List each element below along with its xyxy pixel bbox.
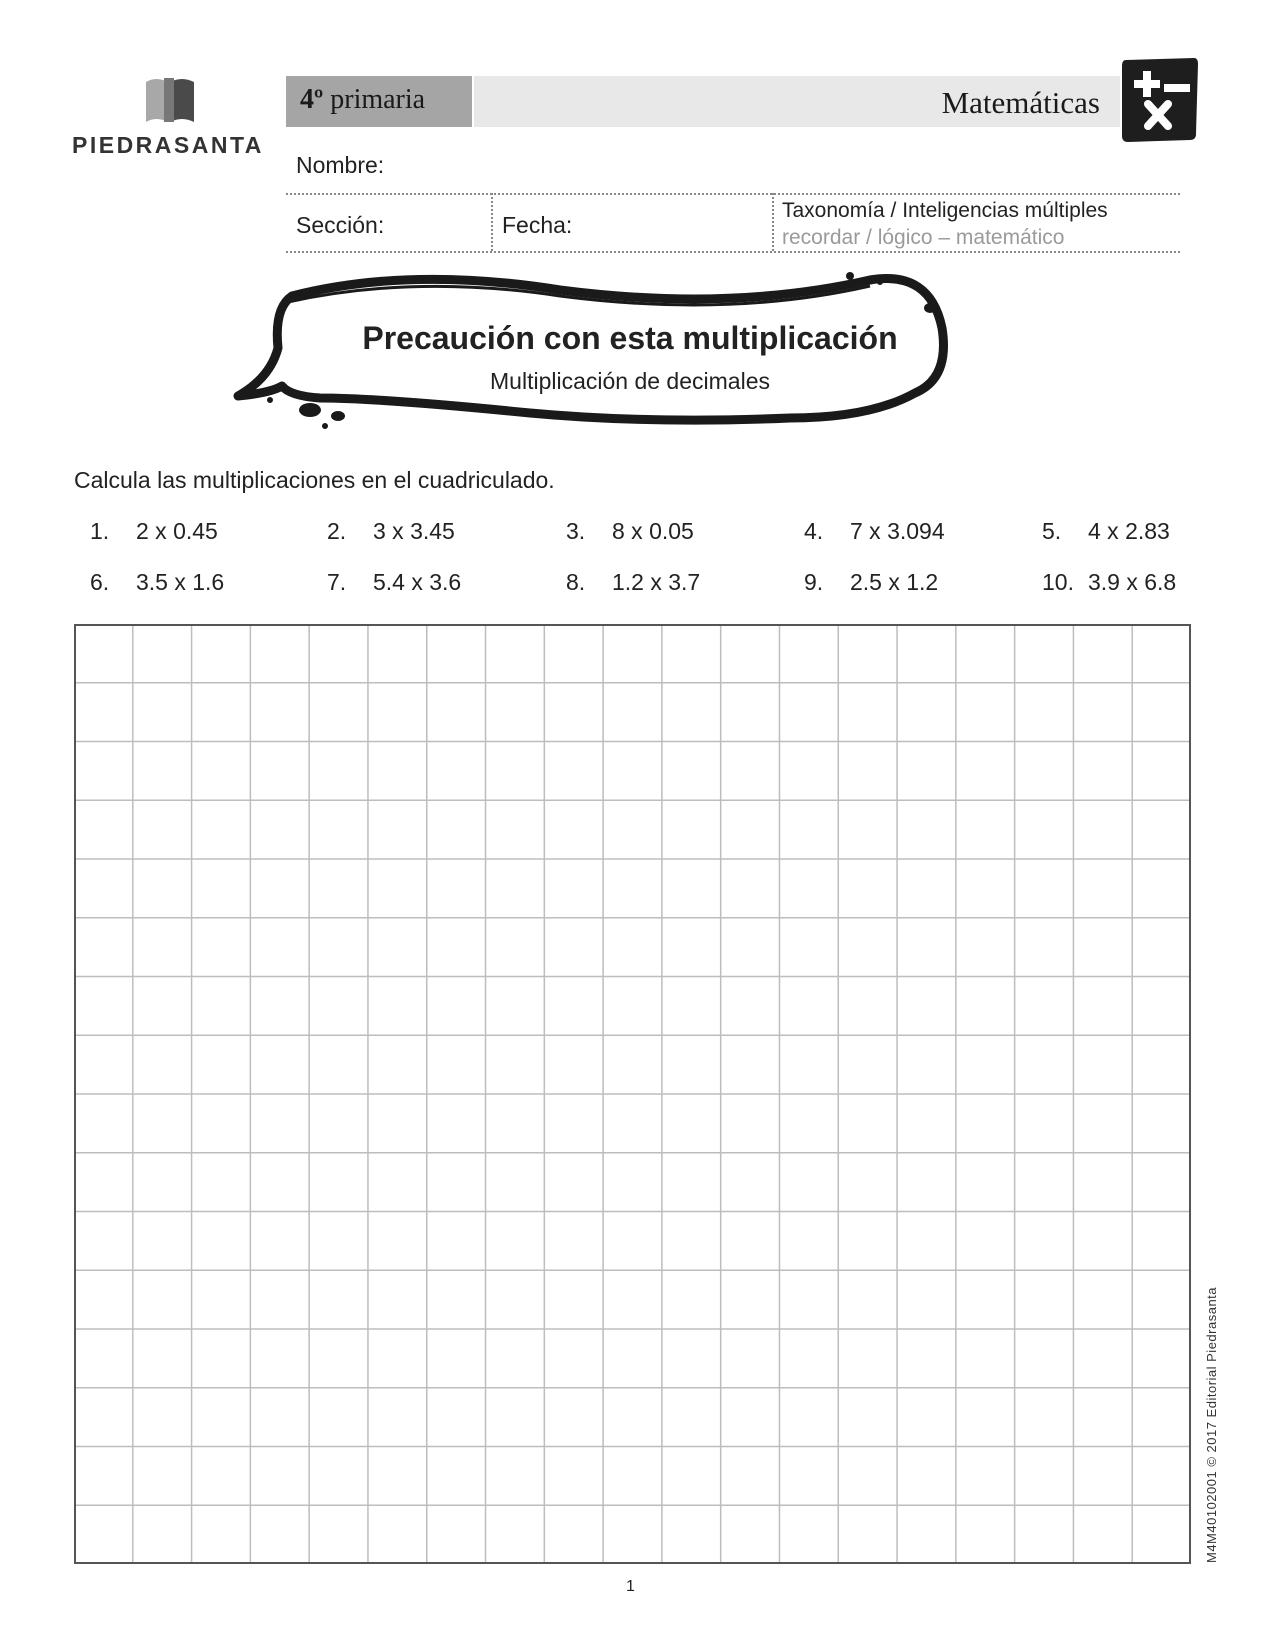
exercise-number: 2.: [327, 518, 347, 544]
exercise-number: 1.: [90, 518, 110, 544]
grade-number: 4º: [300, 84, 324, 115]
subject-bar: [474, 76, 1120, 127]
exercise-item: [327, 518, 455, 545]
worksheet-subtitle: Multiplicación de decimales: [490, 368, 770, 394]
publisher-logo-text: PIEDRASANTA: [72, 132, 264, 158]
exercise-expression: 2.5 x 1.2: [850, 569, 939, 595]
exercise-expression: 4 x 2.83: [1088, 518, 1170, 544]
dotted-divider: [772, 193, 774, 251]
exercise-expression: 3.9 x 6.8: [1088, 569, 1177, 595]
exercise-expression: 7 x 3.094: [850, 518, 945, 544]
work-grid[interactable]: [74, 624, 1191, 1564]
exercise-item: [804, 569, 938, 596]
exercise-number: 8.: [566, 569, 586, 595]
page-number: 1: [626, 1578, 635, 1595]
dotted-divider: [491, 193, 493, 251]
dotted-divider: [286, 193, 1180, 195]
copyright-note: M4M40102001 © 2017 Editorial Piedrasanta: [1204, 1286, 1219, 1563]
fecha-label: Fecha:: [502, 212, 573, 238]
exercise-number: 3.: [566, 518, 586, 544]
exercise-item: [804, 518, 945, 545]
exercise-expression: 5.4 x 3.6: [373, 569, 462, 595]
instructions-text: Calcula las multiplicaciones en el cuadriculado.: [74, 467, 555, 493]
subject-title: Matemáticas: [941, 85, 1100, 120]
nombre-label: Nombre:: [296, 152, 385, 178]
exercise-expression: 2 x 0.45: [136, 518, 218, 544]
exercise-item: [1042, 518, 1170, 545]
exercise-number: 9.: [804, 569, 824, 595]
exercise-expression: 8 x 0.05: [612, 518, 694, 544]
exercise-expression: 1.2 x 3.7: [612, 569, 701, 595]
exercise-number: 5.: [1042, 518, 1062, 544]
exercise-number: 10.: [1042, 569, 1074, 595]
book-logo-icon: [144, 76, 196, 122]
exercise-number: 4.: [804, 518, 824, 544]
grade-label: [286, 76, 472, 127]
exercise-item: [566, 518, 694, 545]
speech-bubble-frame: [230, 268, 990, 458]
worksheet-title: Precaución con esta multiplicación: [362, 320, 898, 356]
taxonomy-value: recordar / lógico – matemático: [782, 226, 1065, 249]
exercise-item: [1042, 569, 1176, 596]
exercise-item: [90, 569, 224, 596]
exercise-expression: 3.5 x 1.6: [136, 569, 225, 595]
plus-minus-times-icon: [1118, 56, 1200, 144]
dotted-divider: [286, 251, 1180, 253]
exercise-number: 6.: [90, 569, 110, 595]
grade-text: primaria: [323, 84, 426, 115]
exercise-expression: 3 x 3.45: [373, 518, 455, 544]
taxonomy-title: Taxonomía / Inteligencias múltiples: [782, 199, 1108, 222]
exercise-number: 7.: [327, 569, 347, 595]
exercise-item: [566, 569, 700, 596]
exercise-item: [90, 518, 218, 545]
seccion-label: Sección:: [296, 212, 385, 238]
exercise-item: [327, 569, 461, 596]
